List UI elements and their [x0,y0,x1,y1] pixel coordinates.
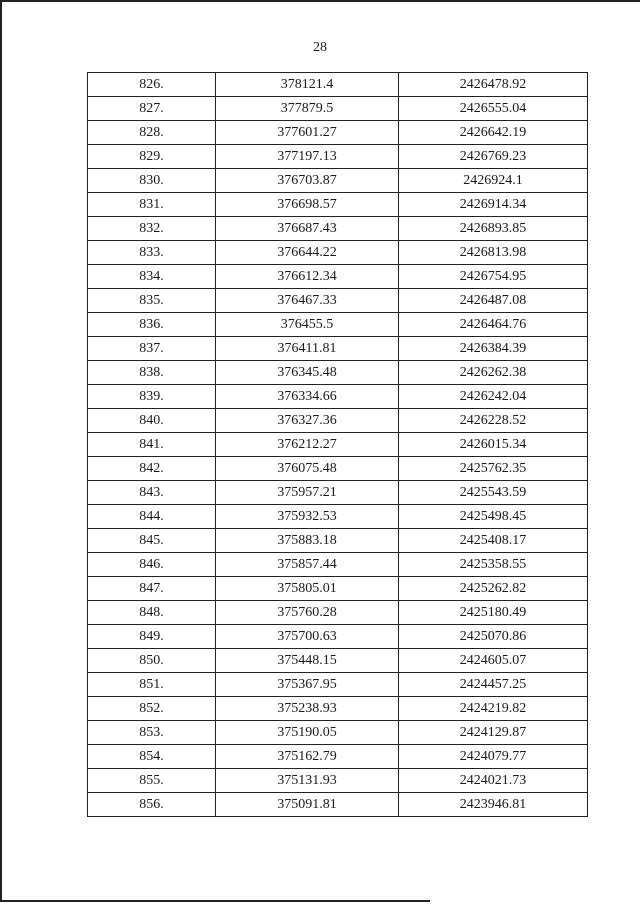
scan-edge-left [0,0,2,900]
table-row [88,433,588,457]
y-coordinate-cell: 2424079.77 [399,745,588,769]
y-coordinate-cell: 2426262.38 [399,361,588,385]
table-row [88,217,588,241]
table-row [88,241,588,265]
table-row [88,97,588,121]
x-coordinate-cell: 376345.48 [216,361,399,385]
point-number-cell: 830. [88,169,216,193]
y-coordinate-cell: 2426242.04 [399,385,588,409]
table-row [88,649,588,673]
y-coordinate-cell: 2424021.73 [399,769,588,793]
y-coordinate-cell: 2426478.92 [399,73,588,97]
point-number-cell: 847. [88,577,216,601]
table-row [88,361,588,385]
table-row [88,385,588,409]
x-coordinate-cell: 376411.81 [216,337,399,361]
point-number-cell: 829. [88,145,216,169]
y-coordinate-cell: 2425180.49 [399,601,588,625]
y-coordinate-cell: 2426384.39 [399,337,588,361]
x-coordinate-cell: 375857.44 [216,553,399,577]
point-number-cell: 836. [88,313,216,337]
coordinates-table-body [88,73,588,817]
y-coordinate-cell: 2426015.34 [399,433,588,457]
coordinates-table [87,72,588,817]
x-coordinate-cell: 376212.27 [216,433,399,457]
y-coordinate-cell: 2426642.19 [399,121,588,145]
table-row [88,145,588,169]
x-coordinate-cell: 375932.53 [216,505,399,529]
page-number: 28 [313,40,327,55]
table-row [88,313,588,337]
x-coordinate-cell: 377601.27 [216,121,399,145]
point-number-cell: 834. [88,265,216,289]
point-number-cell: 835. [88,289,216,313]
point-number-cell: 846. [88,553,216,577]
x-coordinate-cell: 375091.81 [216,793,399,817]
x-coordinate-cell: 376687.43 [216,217,399,241]
x-coordinate-cell: 377879.5 [216,97,399,121]
table-row [88,169,588,193]
point-number-cell: 851. [88,673,216,697]
table-row [88,697,588,721]
table-row [88,265,588,289]
table-row [88,409,588,433]
y-coordinate-cell: 2425498.45 [399,505,588,529]
table-row [88,289,588,313]
y-coordinate-cell: 2426555.04 [399,97,588,121]
point-number-cell: 849. [88,625,216,649]
table-row [88,481,588,505]
point-number-cell: 852. [88,697,216,721]
x-coordinate-cell: 376612.34 [216,265,399,289]
table-row [88,505,588,529]
x-coordinate-cell: 375805.01 [216,577,399,601]
x-coordinate-cell: 375131.93 [216,769,399,793]
point-number-cell: 826. [88,73,216,97]
y-coordinate-cell: 2425408.17 [399,529,588,553]
x-coordinate-cell: 376703.87 [216,169,399,193]
point-number-cell: 845. [88,529,216,553]
table-row [88,673,588,697]
x-coordinate-cell: 375367.95 [216,673,399,697]
x-coordinate-cell: 377197.13 [216,145,399,169]
x-coordinate-cell: 375190.05 [216,721,399,745]
y-coordinate-cell: 2424457.25 [399,673,588,697]
table-row [88,121,588,145]
x-coordinate-cell: 378121.4 [216,73,399,97]
point-number-cell: 827. [88,97,216,121]
point-number-cell: 843. [88,481,216,505]
y-coordinate-cell: 2425262.82 [399,577,588,601]
x-coordinate-cell: 376075.48 [216,457,399,481]
y-coordinate-cell: 2425358.55 [399,553,588,577]
x-coordinate-cell: 376455.5 [216,313,399,337]
table-row [88,601,588,625]
y-coordinate-cell: 2426924.1 [399,169,588,193]
point-number-cell: 828. [88,121,216,145]
table-row [88,529,588,553]
point-number-cell: 856. [88,793,216,817]
table-row [88,721,588,745]
point-number-cell: 841. [88,433,216,457]
x-coordinate-cell: 375162.79 [216,745,399,769]
x-coordinate-cell: 376644.22 [216,241,399,265]
scan-edge-top [0,0,640,2]
point-number-cell: 838. [88,361,216,385]
point-number-cell: 853. [88,721,216,745]
table-row [88,745,588,769]
y-coordinate-cell: 2425543.59 [399,481,588,505]
point-number-cell: 839. [88,385,216,409]
y-coordinate-cell: 2426813.98 [399,241,588,265]
y-coordinate-cell: 2426769.23 [399,145,588,169]
table-row [88,793,588,817]
table-row [88,193,588,217]
table-row [88,457,588,481]
point-number-cell: 844. [88,505,216,529]
y-coordinate-cell: 2426487.08 [399,289,588,313]
y-coordinate-cell: 2425762.35 [399,457,588,481]
point-number-cell: 848. [88,601,216,625]
table-row [88,577,588,601]
x-coordinate-cell: 375760.28 [216,601,399,625]
table-row [88,625,588,649]
scan-edge-bottom [0,900,430,902]
y-coordinate-cell: 2426754.95 [399,265,588,289]
point-number-cell: 855. [88,769,216,793]
x-coordinate-cell: 375883.18 [216,529,399,553]
point-number-cell: 831. [88,193,216,217]
point-number-cell: 850. [88,649,216,673]
x-coordinate-cell: 376334.66 [216,385,399,409]
x-coordinate-cell: 376467.33 [216,289,399,313]
y-coordinate-cell: 2423946.81 [399,793,588,817]
point-number-cell: 842. [88,457,216,481]
table-row [88,337,588,361]
table-row [88,553,588,577]
point-number-cell: 840. [88,409,216,433]
x-coordinate-cell: 375957.21 [216,481,399,505]
x-coordinate-cell: 376327.36 [216,409,399,433]
y-coordinate-cell: 2424219.82 [399,697,588,721]
x-coordinate-cell: 376698.57 [216,193,399,217]
point-number-cell: 854. [88,745,216,769]
y-coordinate-cell: 2426228.52 [399,409,588,433]
y-coordinate-cell: 2425070.86 [399,625,588,649]
y-coordinate-cell: 2424605.07 [399,649,588,673]
x-coordinate-cell: 375238.93 [216,697,399,721]
y-coordinate-cell: 2426914.34 [399,193,588,217]
y-coordinate-cell: 2424129.87 [399,721,588,745]
point-number-cell: 832. [88,217,216,241]
x-coordinate-cell: 375448.15 [216,649,399,673]
y-coordinate-cell: 2426464.76 [399,313,588,337]
table-row [88,73,588,97]
point-number-cell: 837. [88,337,216,361]
y-coordinate-cell: 2426893.85 [399,217,588,241]
point-number-cell: 833. [88,241,216,265]
x-coordinate-cell: 375700.63 [216,625,399,649]
table-row [88,769,588,793]
